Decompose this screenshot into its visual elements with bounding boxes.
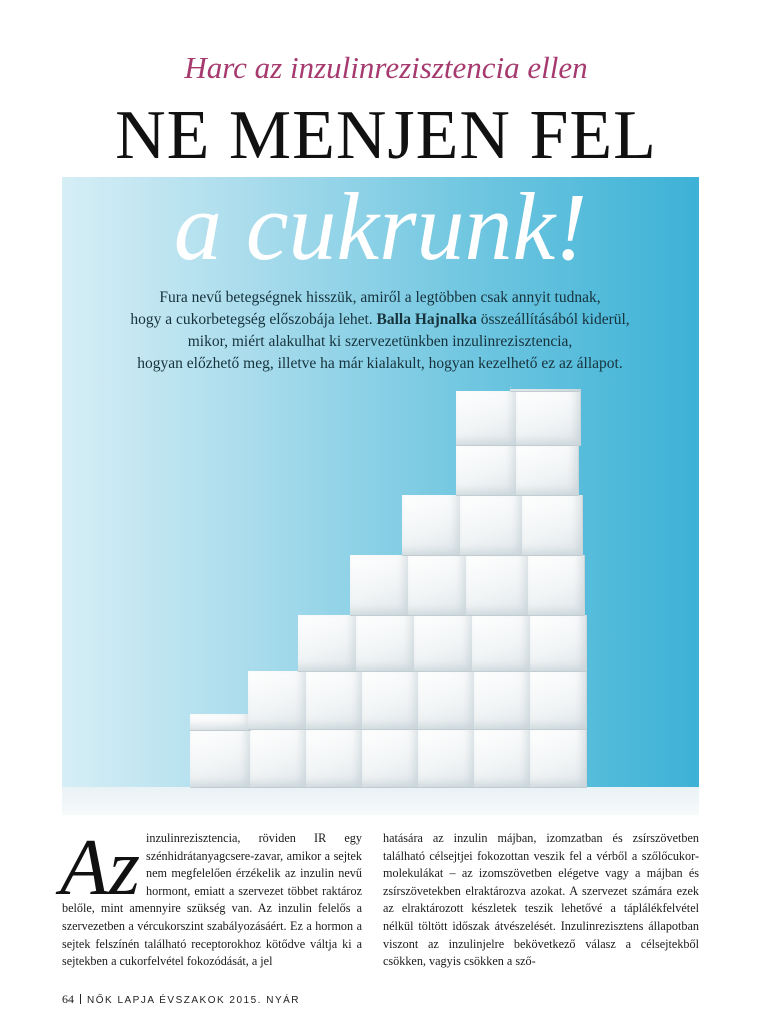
sugar-cube (474, 671, 531, 730)
sugar-cube (516, 445, 579, 496)
footer-divider (80, 994, 81, 1004)
sugar-cube (350, 555, 409, 616)
author-name: Balla Hajnalka (376, 311, 477, 328)
sugar-cubes-photo (62, 177, 699, 815)
sugar-cube (190, 714, 251, 731)
sugar-cube (530, 615, 587, 672)
sugar-cube (528, 555, 585, 616)
body-column-left (60, 824, 362, 971)
intro-line: hogyan előzhető meg, illetve ha már kialakult, hogyan kezelhető ez az állapot. (137, 355, 623, 372)
sugar-cube (306, 671, 363, 730)
sugar-cube (356, 615, 415, 672)
sugar-cube (516, 391, 581, 446)
sugar-cube (248, 671, 307, 730)
sugar-cube (306, 729, 363, 788)
sugar-cube (522, 495, 583, 556)
sugar-cube (250, 729, 307, 788)
body-column-right (383, 830, 699, 971)
sugar-cube (460, 495, 523, 556)
intro-text: összeállításából kiderül, (476, 311, 630, 328)
sugar-cube (530, 671, 587, 730)
sugar-cube (298, 615, 357, 672)
sugar-cube (402, 495, 461, 556)
intro-text: hogy a cukorbetegség előszobája lehet. (130, 311, 377, 328)
sugar-cube (530, 729, 587, 788)
sugar-cube (456, 445, 517, 496)
sugar-cube (466, 555, 529, 616)
article-headline: NE MENJEN FEL (115, 97, 657, 174)
page-footer (62, 992, 300, 1007)
body-text: inzulinrezisztencia, röviden IR egy szénhidrátanyagcsere-zavar, amikor a sejtek nem megfelelően érzékelik az inzulin nevű hormont, emiatt a szervezet többet raktároz belőle, mint amennyire szükség van. Az inzulin felelős a szervezetben a vércukorszint szabályozásáért. Ez a hormon a sejtek felszínén található receptorokhoz kötődve váltja ki a sejtekben a cukorfelvétel fokozódását, a jel (62, 831, 362, 969)
sugar-cube (414, 615, 473, 672)
sugar-cube (510, 389, 579, 392)
intro-line: Fura nevű betegségnek hisszük, amiről a legtöbben csak annyit tudnak, (159, 289, 601, 306)
sugar-cube (362, 729, 419, 788)
article-subheadline: a cukrunk! (173, 177, 588, 280)
sugar-cube (190, 729, 251, 788)
intro-line: mikor, miért alakulhat ki szervezetünkben inzulinrezisztencia, (187, 333, 573, 350)
sugar-cube (362, 671, 419, 730)
article-kicker: Harc az inzulinrezisztencia ellen (184, 50, 588, 85)
publication-name: NŐK LAPJA ÉVSZAKOK 2015. NYÁR (87, 995, 301, 1006)
body-text: hatására az inzulin májban, izomzatban és zsírszövetben található célsejtjei fokozottan veszik fel a vérből a szőlőcukor-molekulákat – az izomszövetben elégetve vagy a májban és zsírszövetekben elraktározva azokat. A szervezet számára ezek az elraktározott készletek teszik lehetővé a táplálékfelvétel nélkül töltött időszak átvészelését. Inzulinrezisztens állapotban viszont az inzulinjelre bekövetkező válasz a célsejtekből csökken, vagyis csökken a sző- (383, 831, 699, 969)
article-intro (90, 287, 670, 375)
sugar-cube (510, 387, 511, 388)
sugar-cube (418, 671, 475, 730)
photo-floor (62, 787, 699, 815)
page-number: 64 (62, 992, 74, 1006)
sugar-cube (474, 729, 531, 788)
drop-cap: Az (60, 824, 140, 912)
sugar-cube (472, 615, 531, 672)
intro-line (90, 309, 670, 331)
sugar-cube (456, 391, 517, 446)
sugar-cube (408, 555, 467, 616)
sugar-cube (418, 729, 475, 788)
